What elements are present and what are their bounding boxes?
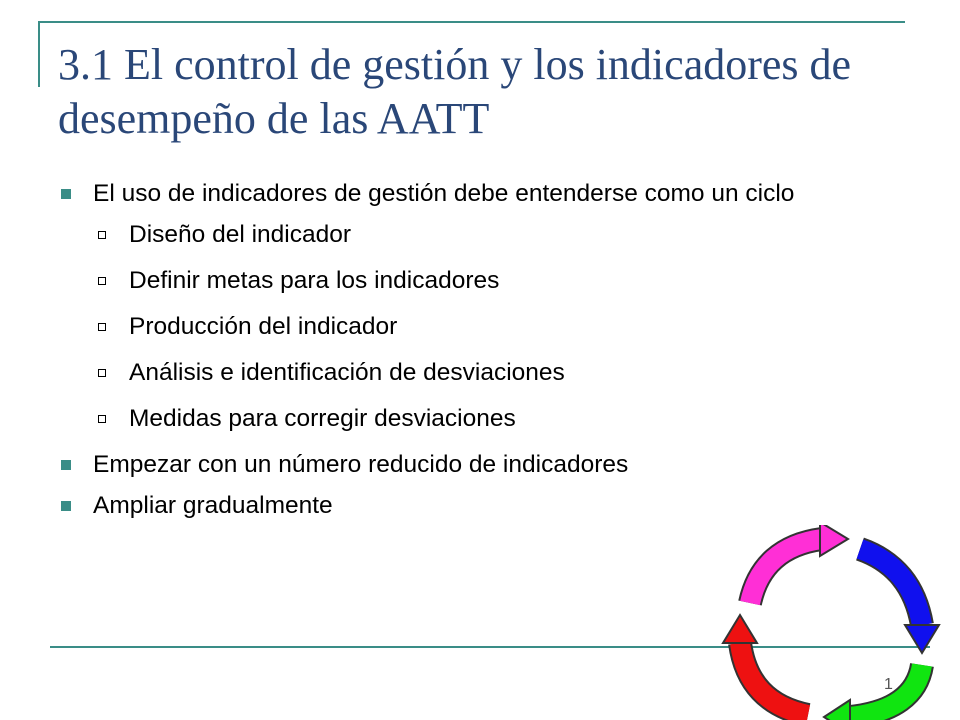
- square-bullet-icon: [61, 460, 71, 470]
- cycle-arrows-graphic: [700, 525, 950, 720]
- sub-bullet-text: Producción del indicador: [129, 313, 398, 340]
- hollow-square-bullet-icon: [98, 231, 106, 239]
- blue-arrow-icon: [860, 549, 939, 653]
- sub-bullet-text: Diseño del indicador: [129, 221, 351, 248]
- page-number: 1: [884, 676, 893, 693]
- hollow-square-bullet-icon: [98, 323, 106, 331]
- sub-bullet-item: [58, 217, 878, 252]
- sub-bullet-item: [58, 355, 878, 390]
- sub-bullet-text: Análisis e identificación de desviaciones: [129, 359, 565, 386]
- square-bullet-icon: [61, 189, 71, 199]
- sub-bullet-item: [58, 263, 878, 298]
- bullet-item: [58, 176, 878, 211]
- green-arrow-icon: [824, 665, 922, 720]
- hollow-square-bullet-icon: [98, 277, 106, 285]
- bullet-item: [58, 447, 878, 482]
- bullet-text: Ampliar gradualmente: [93, 492, 333, 519]
- square-bullet-icon: [61, 501, 71, 511]
- red-arrow-icon: [723, 615, 808, 715]
- slide-title: 3.1 El control de gestión y los indicadores de desempeño de las AATT: [58, 40, 852, 143]
- sub-bullet-text: Medidas para corregir desviaciones: [129, 405, 516, 432]
- sub-bullet-item: [58, 309, 878, 344]
- left-border-line: [38, 21, 40, 87]
- hollow-square-bullet-icon: [98, 369, 106, 377]
- sub-bullet-item: [58, 401, 878, 436]
- hollow-square-bullet-icon: [98, 415, 106, 423]
- bullet-text: El uso de indicadores de gestión debe entenderse como un ciclo: [93, 180, 795, 207]
- bullet-text: Empezar con un número reducido de indicadores: [93, 451, 629, 478]
- bullet-list: [58, 176, 878, 529]
- magenta-arrow-icon: [750, 525, 848, 603]
- bullet-item: [58, 488, 878, 523]
- top-border-line: [38, 21, 905, 23]
- sub-bullet-text: Definir metas para los indicadores: [129, 267, 500, 294]
